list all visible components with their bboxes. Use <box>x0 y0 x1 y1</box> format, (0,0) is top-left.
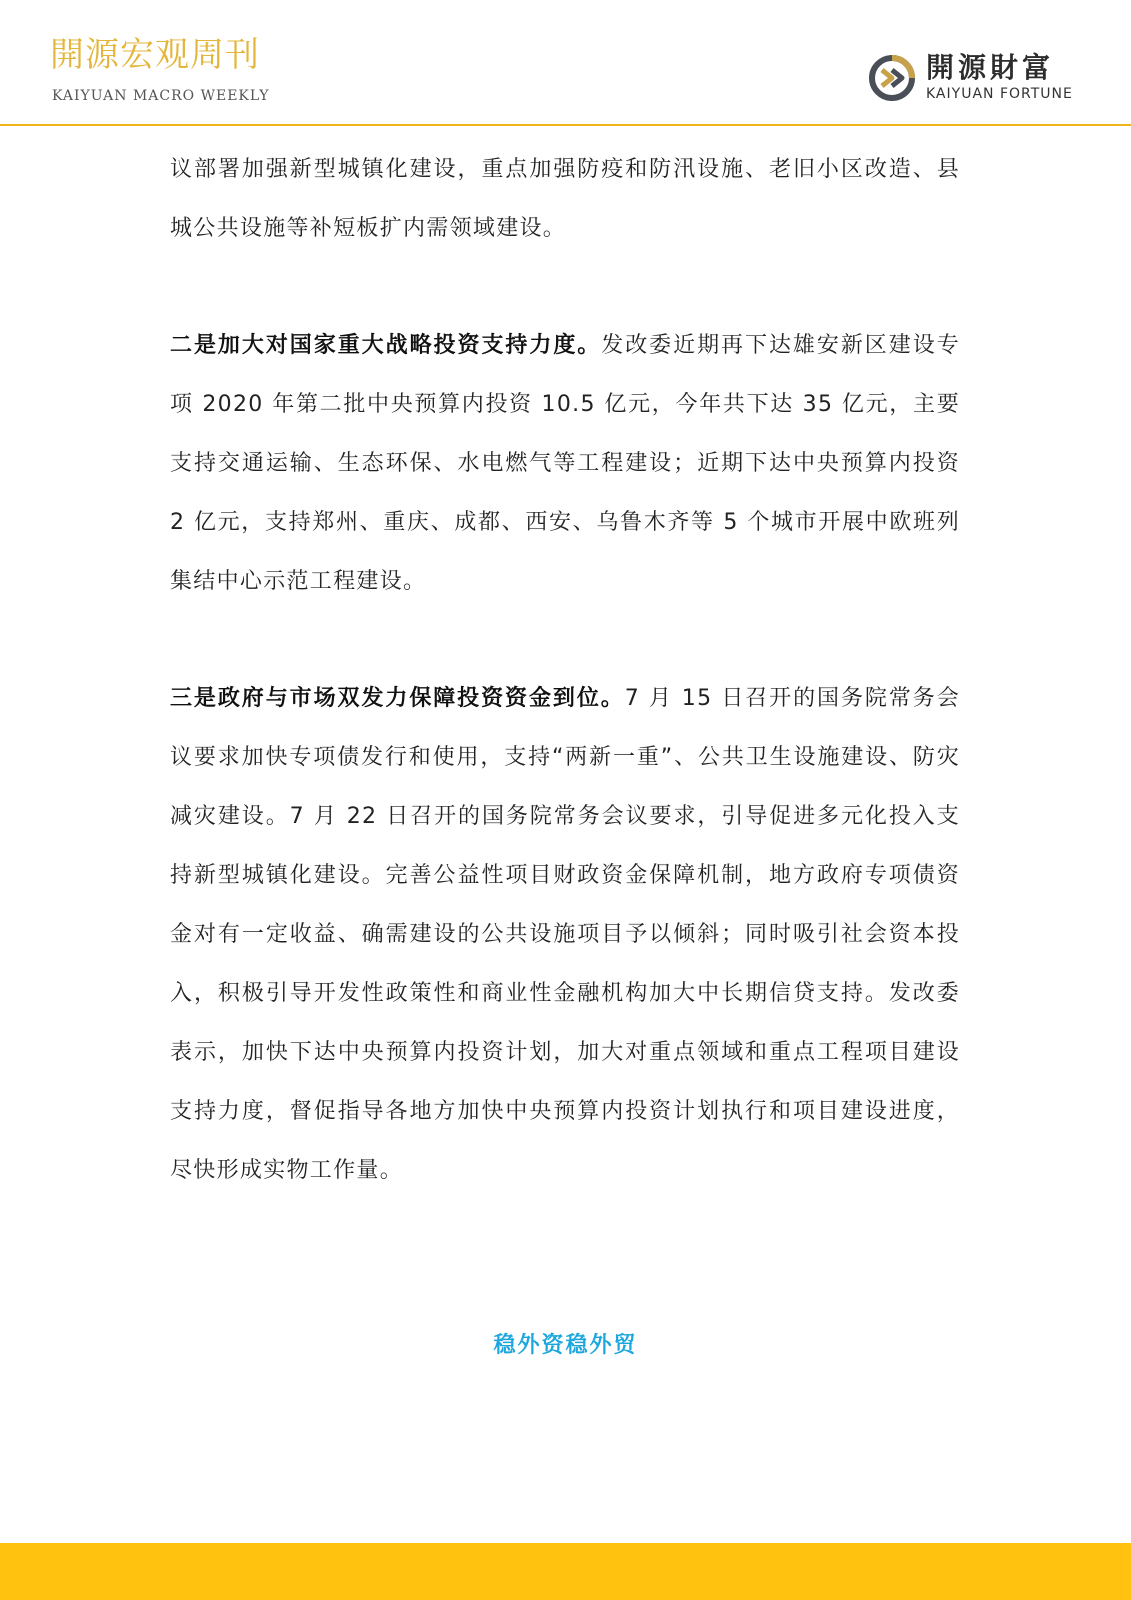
paragraph-2 <box>170 316 960 611</box>
kaiyuan-logo-icon <box>868 54 916 102</box>
publication-subtitle: KAIYUAN MACRO WEEKLY <box>52 88 270 104</box>
paragraph-gap <box>170 611 960 669</box>
paragraph-gap <box>170 258 960 316</box>
header-divider <box>0 124 1131 126</box>
article-body <box>170 140 960 1200</box>
paragraph-3 <box>170 669 960 1200</box>
paragraph-2-lead: 二是加大对国家重大战略投资支持力度。 <box>170 333 602 358</box>
logo-text-cn: 開源財富 <box>926 51 1055 84</box>
paragraph-3-text: 7 月 15 日召开的国务院常务会议要求加快专项债发行和使用，支持“两新一重”、公共卫生设施建设、防灾减灾建设。7 月 22 日召开的国务院常务会议要求，引导促进多元化投入支持新型城镇化建设。完善公益性项目财政资金保障机制，地方政府专项债资金对有一定收益、确需建设的公共设施项目予以倾斜；同时吸引社会资本投入，积极引导开发性政策性和商业性金融机构加大中长期信贷支持。发改委表示，加快下达中央预算内投资计划，加大对重点领域和重点工程项目建设支持力度，督促指导各地方加快中央预算内投资计划执行和项目建设进度，尽快形成实物工作量。 <box>170 686 961 1183</box>
paragraph-2-text: 发改委近期再下达雄安新区建设专项 2020 年第二批中央预算内投资 10.5 亿元，今年共下达 35 亿元，主要支持交通运输、生态环保、水电燃气等工程建设；近期下达中央预算内投资 2 亿元，支持郑州、重庆、成都、西安、乌鲁木齐等 5 个城市开展中欧班列集结中心示范工程建设。 <box>170 333 960 594</box>
kaiyuan-logo <box>868 51 1088 106</box>
section-heading: 稳外资稳外贸 <box>493 1333 638 1358</box>
footer-bar <box>0 1543 1131 1600</box>
paragraph-1 <box>170 140 960 258</box>
publication-title: 開源宏观周刊 <box>50 35 260 75</box>
logo-arrow-left <box>882 70 892 86</box>
page-header <box>0 0 1131 126</box>
logo-text-en: KAIYUAN FORTUNE <box>926 86 1073 102</box>
paragraph-3-lead: 三是政府与市场双发力保障投资资金到位。 <box>170 686 625 711</box>
paragraph-1-text: 议部署加强新型城镇化建设，重点加强防疫和防汛设施、老旧小区改造、县城公共设施等补短板扩内需领域建设。 <box>170 157 960 241</box>
